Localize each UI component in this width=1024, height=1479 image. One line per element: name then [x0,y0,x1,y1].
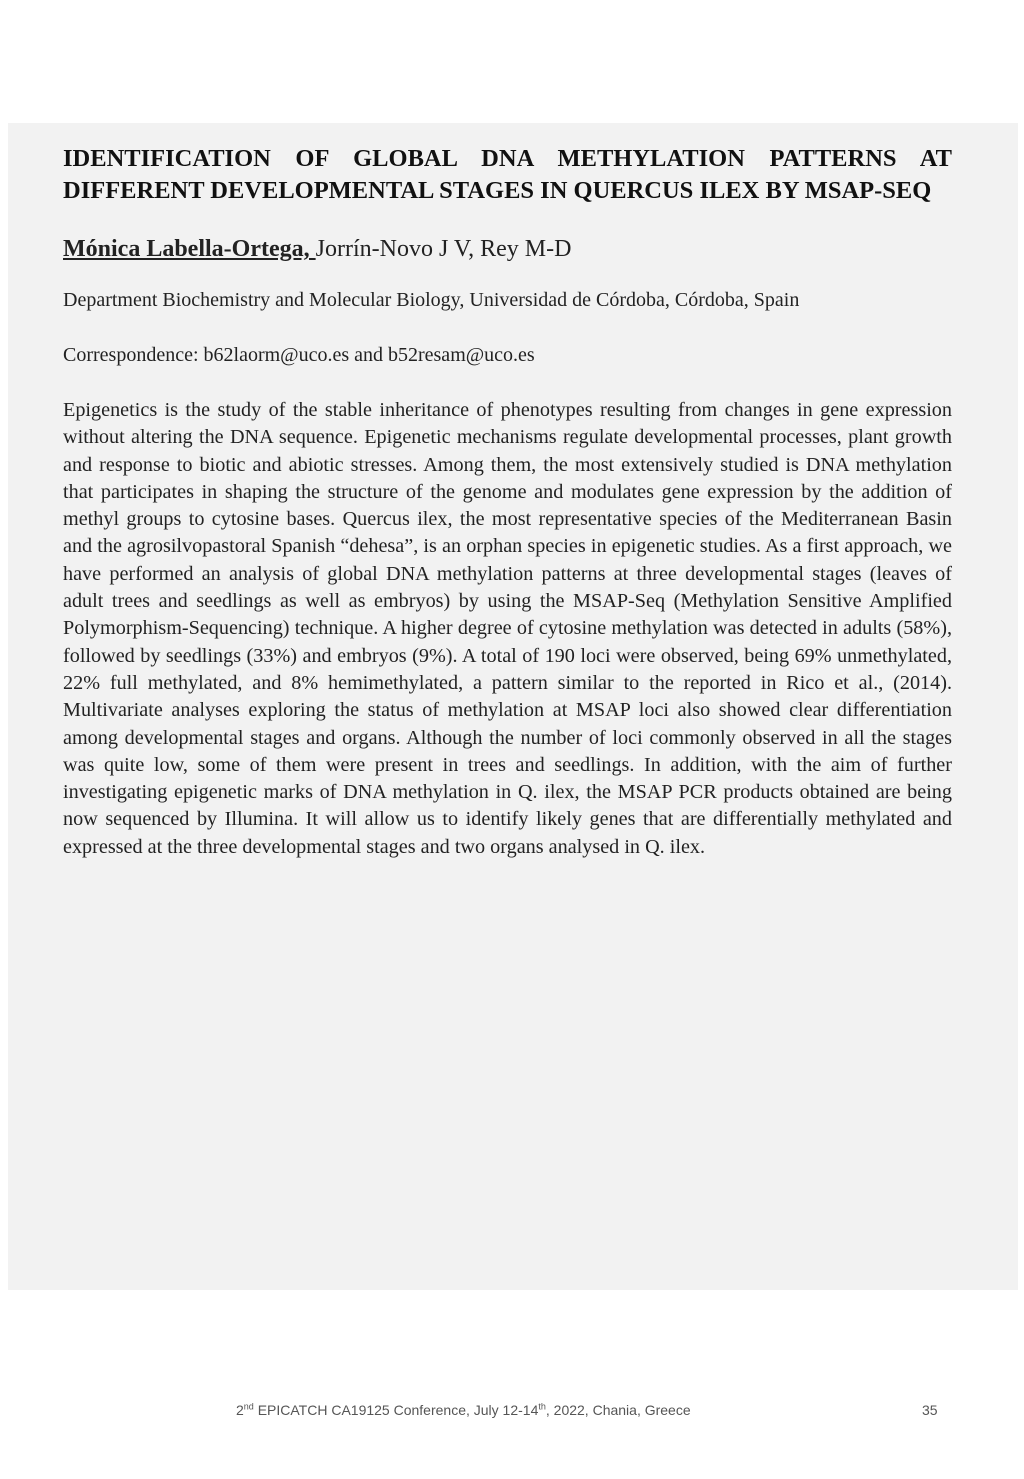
co-authors: Jorrín-Novo J V, Rey M-D [315,236,572,262]
page-number: 35 [922,1402,938,1418]
author-list [63,234,952,264]
date-suffix: th [538,1401,546,1412]
conference-info [236,1402,691,1418]
paper-title: IDENTIFICATION OF GLOBAL DNA METHYLATION PATTERNS AT DIFFERENT DEVELOPMENTAL STAGES IN QUERCUS ILEX BY MSAP-SEQ [63,145,952,204]
presenting-author: Mónica Labella-Ortega, [63,236,316,262]
conference-location: , 2022, Chania, Greece [545,1402,691,1418]
correspondence: Correspondence: b62laorm@uco.es and b52resam@uco.es [63,344,535,366]
affiliation: Department Biochemistry and Molecular Biology, Universidad de Córdoba, Córdoba, Spain [63,289,800,311]
edition-number: 2 [236,1402,244,1418]
abstract-body: Epigenetics is the study of the stable inheritance of phenotypes resulting from changes in gene expression without altering the DNA sequence. Epigenetic mechanisms regulate developmental processes, plant growth and response to biotic and abiotic stresses. Among them, the most extensively studied is DNA methylation that participates in shaping the structure of the genome and modulates gene expression by the addition of methyl groups to cytosine bases. Quercus ilex, the most representative species of the Mediterranean Basin and the agrosilvopastoral Spanish “dehesa”, is an orphan species in epigenetic studies. As a first approach, we have performed an analysis of global DNA methylation patterns at three developmental stages (leaves of adult trees and seedlings as well as embryos) by using the MSAP-Seq (Methylation Sensitive Amplified Polymorphism-Sequencing) technique. A higher degree of cytosine methylation was detected in adults (58%), followed by seedlings (33%) and embryos (9%). A total of 190 loci were observed, being 69% unmethylated, 22% full methylated, and 8% hemimethylated, a pattern similar to the reported in Rico et al., (2014). Multivariate analyses exploring the status of methylation at MSAP loci also showed clear differentiation among developmental stages and organs. Although the number of loci commonly observed in all the stages was quite low, some of them were present in trees and seedlings. In addition, with the aim of further investigating epigenetic marks of DNA methylation in Q. ilex, the MSAP PCR products obtained are being now sequenced by Illumina. It will allow us to identify likely genes that are differentially methylated and expressed at the three developmental stages and two organs analysed in Q. ilex. [63,399,952,858]
edition-suffix: nd [243,1401,254,1412]
abstract-content [63,143,952,861]
page-footer [0,1400,1024,1424]
conference-name: EPICATCH CA19125 Conference, July 12-14 [253,1402,539,1418]
